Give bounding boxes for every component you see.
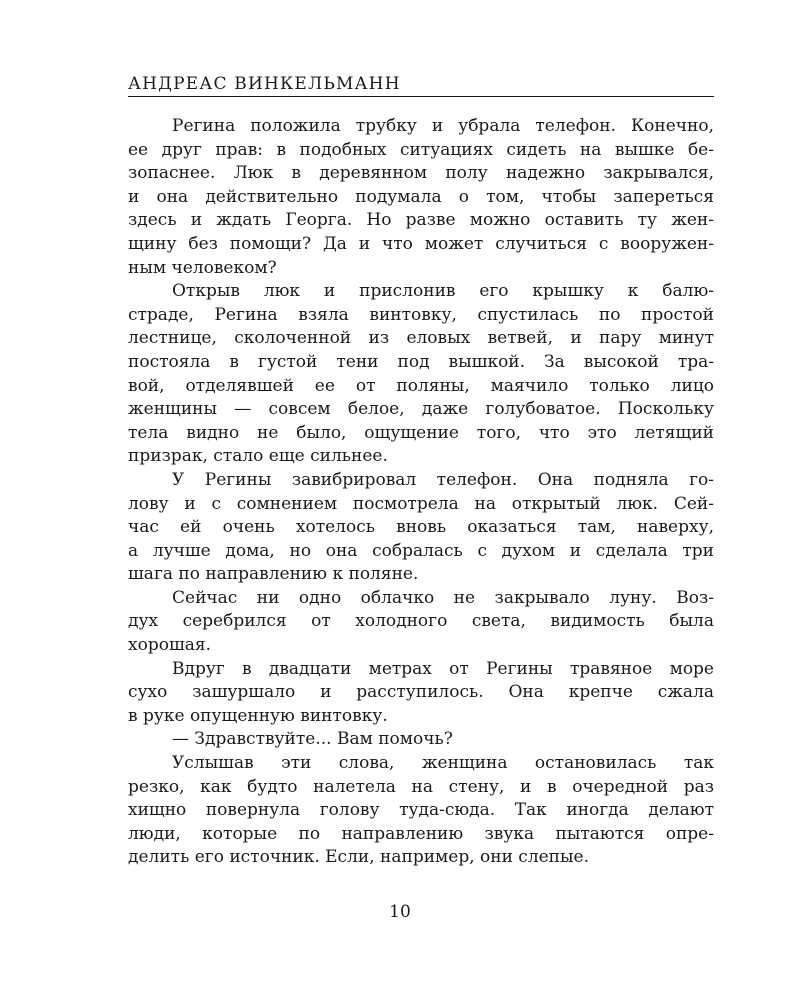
text-line: ным человеком? bbox=[128, 257, 277, 278]
text-line: Услышав эти слова, женщина остановилась так bbox=[172, 753, 714, 774]
text-line: У Регины завибрировал телефон. Она подняла го- bbox=[172, 469, 714, 490]
text-line: час ей очень хотелось вновь оказаться там, наверху, bbox=[128, 517, 714, 538]
text-line: сухо зашуршало и расступилось. Она крепче сжала bbox=[128, 682, 714, 703]
text-line: призрак, стало еще сильнее. bbox=[128, 446, 388, 467]
text-line: лестнице, сколоченной из еловых ветвей, и пару минут bbox=[128, 328, 714, 349]
text-line: страде, Регина взяла винтовку, спустилась по простой bbox=[128, 304, 714, 325]
text-line: делить его источник. Если, например, они слепые. bbox=[128, 847, 590, 868]
text-line: щину без помощи? Да и что может случиться с вооружен- bbox=[128, 233, 714, 254]
body-text bbox=[128, 115, 714, 870]
text-line: постояла в густой тени под вышкой. За высокой тра- bbox=[128, 351, 714, 372]
text-line: Сейчас ни одно облачко не закрывало луну. Воз- bbox=[172, 587, 714, 608]
text-line: хищно повернула голову туда-сюда. Так иногда делают bbox=[128, 800, 714, 821]
text-line: а лучше дома, но она собралась с духом и сделала три bbox=[128, 540, 714, 561]
text-line: здесь и ждать Георга. Но разве можно оставить ту жен- bbox=[128, 210, 714, 231]
running-head: АНДРЕАС ВИНКЕЛЬМАНН bbox=[128, 74, 714, 97]
text-line: шага по направлению к поляне. bbox=[128, 564, 419, 585]
text-line: тела видно не было, ощущение того, что это летящий bbox=[128, 422, 714, 443]
text-line: вой, отделявшей ее от поляны, маячило только лицо bbox=[128, 375, 714, 396]
text-line: люди, которые по направлению звука пытаются опре- bbox=[128, 823, 714, 844]
text-line: лову и с сомнением посмотрела на открытый люк. Сей- bbox=[128, 493, 714, 514]
text-line: хорошая. bbox=[128, 635, 212, 656]
text-line: ее друг прав: в подобных ситуациях сидеть на вышке бе- bbox=[128, 139, 714, 160]
text-line: в руке опущенную винтовку. bbox=[128, 705, 388, 726]
text-line: и она действительно подумала о том, чтобы запереться bbox=[128, 186, 714, 207]
text-line: женщины — совсем белое, даже голубоватое. Поскольку bbox=[128, 399, 714, 420]
text-line: Регина положила трубку и убрала телефон. Конечно, bbox=[172, 116, 714, 136]
text-line: Вдруг в двадцати метрах от Регины травяное море bbox=[172, 658, 714, 679]
text-line: Открыв люк и прислонив его крышку к балю- bbox=[172, 281, 714, 302]
text-line: зопаснее. Люк в деревянном полу надежно закрывался, bbox=[128, 163, 714, 184]
text-line: дух серебрился от холодного света, видимость была bbox=[128, 611, 714, 632]
page-number: 10 bbox=[389, 902, 411, 922]
text-line: резко, как будто налетела на стену, и в очередной раз bbox=[128, 776, 714, 797]
dialogue-line: — Здравствуйте... Вам помочь? bbox=[172, 729, 453, 750]
